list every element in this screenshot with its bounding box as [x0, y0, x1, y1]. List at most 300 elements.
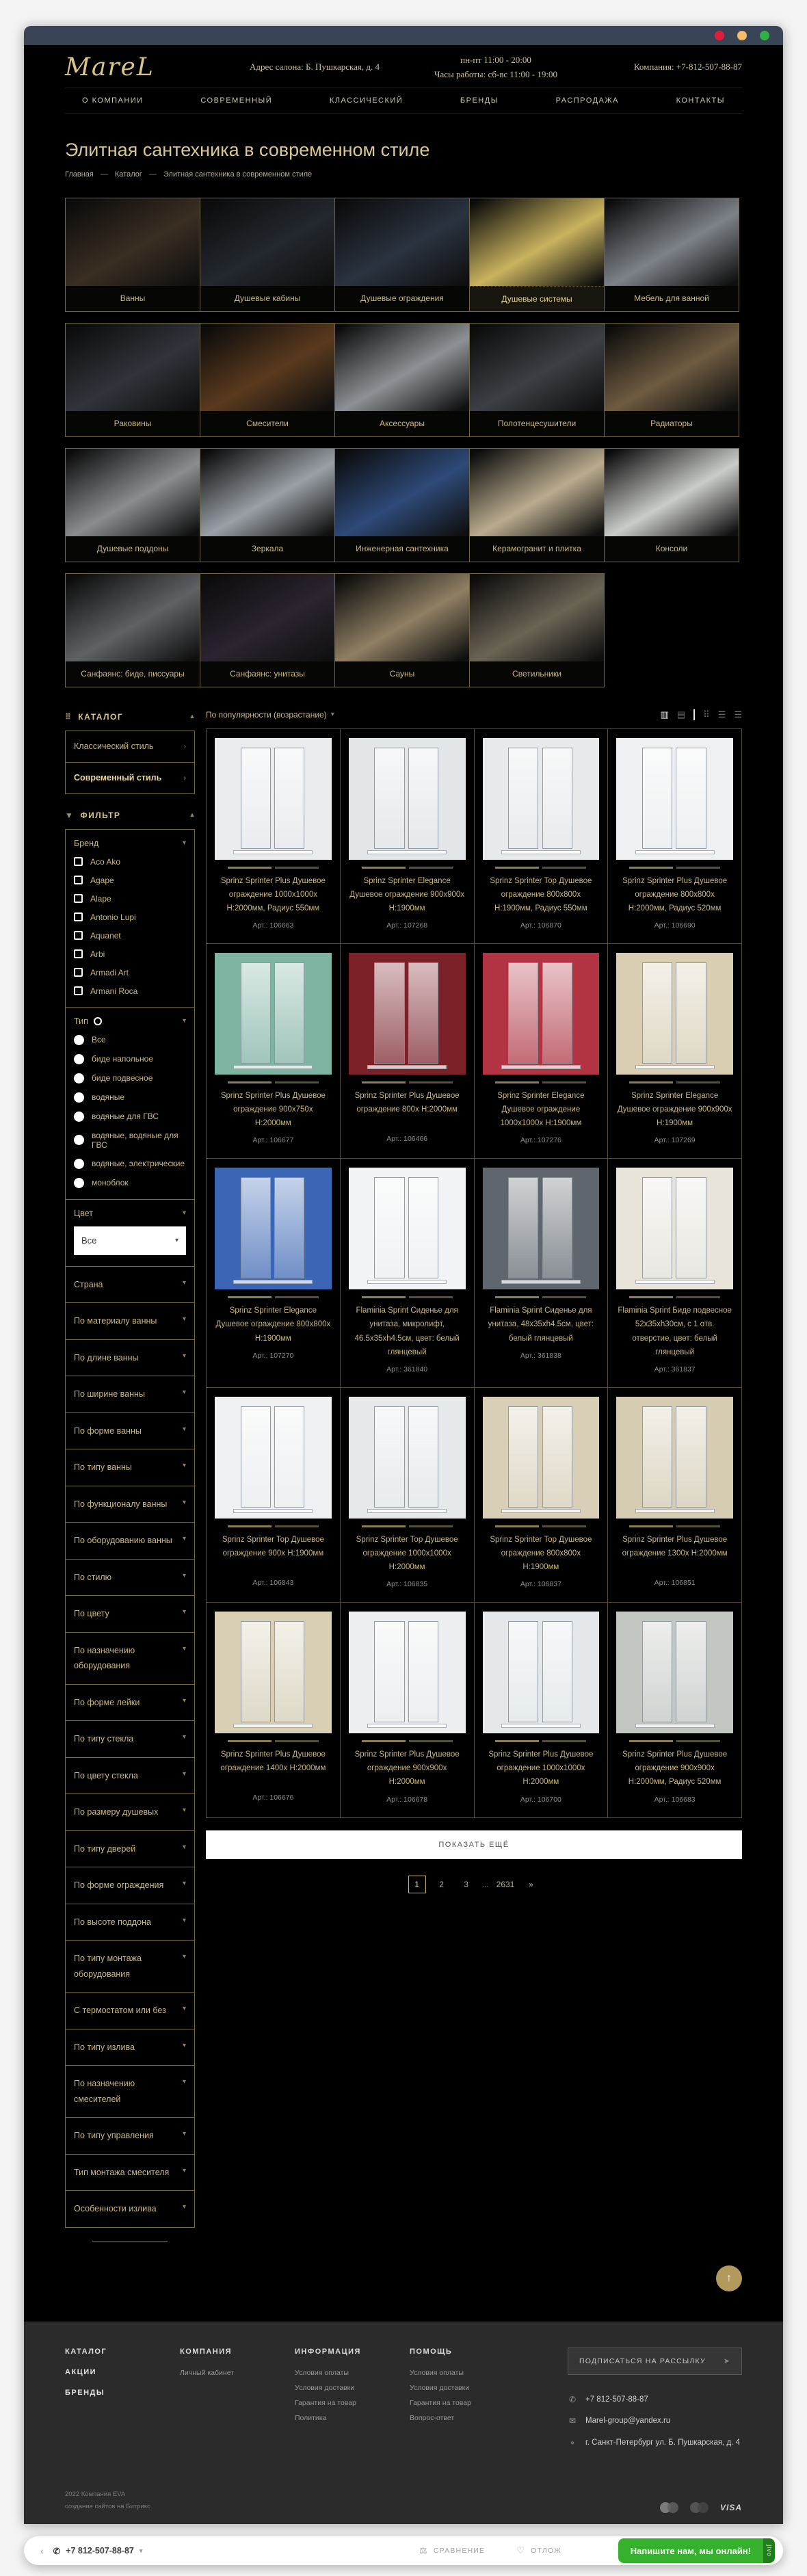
compare-button[interactable]	[419, 2545, 485, 2556]
category-grid	[65, 198, 742, 687]
dock-collapse-icon[interactable]: ‹	[40, 2545, 44, 2557]
filter-section[interactable]	[65, 1302, 195, 1340]
product-glass-pane	[274, 1406, 304, 1508]
product-glass-pane	[374, 748, 404, 849]
product-title: Sprinz Sprinter Elegance Душевое ограждение 900x900x H:1900мм	[617, 1091, 732, 1128]
footer-column-title: ИНФОРМАЦИЯ	[295, 2347, 361, 2356]
brand-option-label: Antonio Lupi	[90, 912, 136, 922]
footer-link[interactable]: Условия доставки	[410, 2383, 470, 2392]
collapse-icon: ▾	[182, 1733, 186, 1742]
product-title: Sprinz Sprinter Elegance Душевое ограждение 1000x1000x H:1900мм	[497, 1091, 585, 1128]
collapse-icon: ▾	[182, 1425, 186, 1433]
product-card[interactable]	[475, 1159, 609, 1388]
slider-dash	[542, 867, 586, 869]
product-tray	[635, 1280, 715, 1284]
footer-link[interactable]: Личный кабинет	[180, 2368, 234, 2377]
footer-link[interactable]: Гарантия на товар	[410, 2398, 471, 2407]
slider-dash	[275, 1525, 319, 1527]
slider-dash	[676, 1081, 720, 1083]
filter-section[interactable]	[65, 1522, 195, 1560]
filter-section[interactable]	[65, 1449, 195, 1486]
footer-column	[180, 2348, 295, 2458]
slider-dash	[409, 1296, 453, 1298]
category-tile[interactable]	[200, 198, 335, 312]
category-image	[200, 324, 334, 411]
catalog-style-item[interactable]	[65, 762, 195, 794]
filter-section-label: По цвету	[74, 1609, 109, 1619]
product-image	[616, 1397, 733, 1519]
product-glass-pane	[408, 1406, 438, 1508]
product-glass-pane	[274, 962, 304, 1064]
product-glass-pane	[676, 962, 706, 1064]
sort-label: По популярности (возрастание)	[206, 709, 327, 720]
collapse-icon[interactable]: ▾	[182, 1209, 186, 1218]
footer-main-links	[65, 2348, 180, 2458]
checkbox-icon	[74, 986, 83, 995]
product-tray	[367, 1065, 447, 1069]
brand-checkbox-option[interactable]	[74, 949, 186, 959]
product-tray	[635, 1724, 715, 1728]
product-glass-pane	[408, 1177, 438, 1278]
radio-icon	[74, 1035, 84, 1045]
slider-dash	[495, 1525, 539, 1527]
sort-dropdown[interactable]	[206, 710, 334, 720]
product-tray	[635, 1065, 715, 1069]
page-number[interactable]: 3	[464, 1879, 468, 1889]
filter-section[interactable]	[65, 1376, 195, 1413]
page-number[interactable]: 1	[408, 1876, 426, 1893]
collapse-icon[interactable]: ▾	[182, 839, 186, 847]
product-glass-pane	[542, 748, 572, 849]
product-title: Sprinz Sprinter Elegance Душевое ограждение 800x800x H:1900мм	[215, 1306, 331, 1343]
slider-dash	[495, 1740, 539, 1742]
filter-header[interactable]	[65, 811, 195, 820]
brand-checkbox-option[interactable]	[74, 857, 186, 867]
filter-header-label: ФИЛЬТР	[80, 810, 121, 820]
dock-phone[interactable]	[53, 2546, 143, 2556]
filter-section[interactable]	[65, 1867, 195, 1904]
category-image	[335, 449, 469, 536]
image-slider-dots	[616, 1740, 733, 1742]
brand-checkbox-option[interactable]	[74, 986, 186, 996]
product-glass-pane	[676, 748, 706, 849]
page-number[interactable]: 2631	[496, 1879, 515, 1889]
image-slider-dots	[616, 1525, 733, 1527]
catalog-style-item[interactable]	[65, 731, 195, 763]
product-card[interactable]	[475, 1388, 609, 1603]
copyright: 2022 Компания EVA создание сайтов на Битрикс	[65, 2490, 150, 2511]
nav-item[interactable]: БРЕНДЫ	[460, 96, 499, 105]
category-label: Санфаянс: биде, писсуары	[81, 669, 185, 679]
footer-link[interactable]: Политика	[295, 2413, 327, 2422]
filter-section[interactable]	[65, 2029, 195, 2066]
product-title: Sprinz Sprinter Plus Душевое ограждение 900x900x H:2000мм	[354, 1750, 460, 1787]
product-glass-pane	[542, 1406, 572, 1508]
product-image	[483, 1397, 600, 1519]
product-glass-pane	[241, 1177, 271, 1278]
filter-section[interactable]	[65, 1412, 195, 1450]
brand-checkbox-option[interactable]	[74, 931, 186, 941]
product-card[interactable]	[207, 944, 341, 1159]
phone-icon: ✆	[53, 2546, 61, 2556]
footer-main-link[interactable]: БРЕНДЫ	[65, 2388, 105, 2397]
slider-dash	[362, 1296, 406, 1298]
working-hours	[404, 53, 588, 82]
product-article: Арт.: 106677	[252, 1136, 294, 1145]
slider-dash	[495, 867, 539, 869]
filter-section-label: По оборудованию ванны	[74, 1536, 172, 1546]
product-card[interactable]	[608, 1388, 742, 1603]
type-radio-option[interactable]	[74, 1054, 186, 1064]
product-glass-pane	[274, 1621, 304, 1722]
filter-section-label: По функционалу ванны	[74, 1499, 168, 1509]
nav-item[interactable]: СОВРЕМЕННЫЙ	[200, 96, 273, 105]
working-hours-weekend: Часы работы: сб-вс 11:00 - 19:00	[434, 68, 557, 79]
product-title: Sprinz Sprinter Plus Душевое ограждение 900x750x H:2000мм	[220, 1091, 326, 1128]
category-tile[interactable]	[200, 323, 335, 437]
product-article: Арт.: 106835	[386, 1580, 428, 1589]
image-slider-dots	[616, 867, 733, 869]
filter-section-label: По стилю	[74, 1572, 112, 1582]
product-card[interactable]	[475, 1603, 609, 1817]
contact-pin	[568, 2436, 742, 2451]
collapse-icon: ▾	[182, 1953, 186, 1961]
product-image	[349, 1397, 466, 1519]
slider-dash	[629, 1740, 673, 1742]
slider-dash	[676, 1740, 720, 1742]
collapse-icon: ▾	[182, 1315, 186, 1324]
type-radio-option[interactable]	[74, 1178, 186, 1188]
category-label: Аксессуары	[380, 419, 425, 429]
deferred-label: ОТЛОЖ	[531, 2547, 561, 2555]
product-card[interactable]	[341, 1388, 475, 1603]
chat-widget[interactable]	[618, 2538, 775, 2563]
filter-section[interactable]	[65, 1559, 195, 1596]
subscribe-label: ПОДПИСАТЬСЯ НА РАССЫЛКУ	[579, 2356, 706, 2365]
filter-section[interactable]	[65, 1595, 195, 1633]
product-title: Flaminia Sprint Сиденье для унитаза, микролифт, 46.5x35xh4.5см, цвет: белый глянцевый	[354, 1306, 460, 1356]
filter-section[interactable]	[65, 1720, 195, 1758]
product-card[interactable]	[341, 1159, 475, 1388]
category-tile[interactable]	[604, 448, 739, 562]
filter-section-label: По высоте поддона	[74, 1917, 151, 1927]
image-slider-dots	[215, 1525, 332, 1527]
filter-section[interactable]	[65, 1793, 195, 1831]
product-glass-pane	[542, 1177, 572, 1278]
filter-section[interactable]	[65, 1904, 195, 1941]
product-card[interactable]	[207, 1603, 341, 1817]
image-slider-dots	[349, 1740, 466, 1742]
color-filter-label: Цвет	[74, 1208, 94, 1218]
contact-text: г. Санкт-Петербург ул. Б. Пушкарская, д. 4	[585, 2438, 740, 2447]
filter-section-label: С термостатом или без	[74, 2006, 166, 2016]
category-tile[interactable]	[469, 323, 605, 437]
filter-section-list	[65, 1266, 195, 2228]
footer-contacts-column	[568, 2348, 742, 2458]
category-label: Душевые ограждения	[360, 293, 444, 304]
filter-section[interactable]	[65, 2065, 195, 2118]
window-minimize-button[interactable]	[737, 31, 747, 40]
product-tray	[501, 850, 581, 854]
radio-icon	[74, 1112, 84, 1122]
filter-section-label: Особенности излива	[74, 2204, 157, 2214]
breadcrumb-separator: —	[148, 170, 157, 179]
category-image	[66, 574, 200, 661]
category-image	[470, 449, 604, 536]
type-option-label: водяные, водяные для ГВС	[92, 1130, 178, 1150]
product-card[interactable]	[608, 944, 742, 1159]
bottom-dock-area	[24, 2536, 783, 2565]
filter-section[interactable]	[65, 1757, 195, 1795]
footer-main-link[interactable]: АКЦИИ	[65, 2367, 97, 2376]
slider-dash	[228, 1740, 272, 1742]
grid-icon: ⠿	[65, 711, 72, 722]
breadcrumb	[65, 170, 742, 179]
brand-checkbox-option[interactable]	[74, 876, 186, 885]
category-row	[65, 573, 742, 687]
product-card[interactable]	[608, 1603, 742, 1817]
company-phone: Компания: +7-812-507-88-87	[633, 62, 742, 73]
slider-dash	[409, 1525, 453, 1527]
radio-icon	[74, 1092, 84, 1103]
category-tile[interactable]	[200, 573, 335, 687]
color-filter-box	[65, 1199, 195, 1267]
breadcrumb-item[interactable]: Каталог	[114, 170, 142, 179]
footer-link[interactable]: Гарантия на товар	[295, 2398, 356, 2407]
category-label: Душевые кабины	[234, 293, 301, 304]
page-next-button[interactable]: »	[529, 1879, 533, 1889]
catalog-style-label: Современный стиль	[74, 773, 162, 783]
product-image	[215, 1612, 332, 1733]
type-radio-option[interactable]	[74, 1092, 186, 1103]
deferred-button[interactable]	[516, 2545, 561, 2556]
filter-section[interactable]	[65, 2190, 195, 2228]
product-card[interactable]	[475, 729, 609, 944]
category-image	[335, 324, 469, 411]
radio-icon	[94, 1017, 102, 1025]
category-tile[interactable]	[65, 573, 200, 687]
slider-dash	[275, 1740, 319, 1742]
view-list-icon[interactable]: ☰	[717, 709, 726, 720]
category-label: Консоли	[655, 544, 688, 554]
filter-section[interactable]	[65, 1632, 195, 1685]
collapse-icon: ▾	[182, 1389, 186, 1397]
slider-dash	[676, 1296, 720, 1298]
nav-item[interactable]: КЛАССИЧЕСКИЙ	[329, 96, 404, 105]
filter-section[interactable]	[65, 1940, 195, 1993]
view-tiles-icon[interactable]: ▥	[660, 709, 669, 720]
product-title: Flaminia Sprint Биде подвесное 52x35xh30см, с 1 отв. отверстие, цвет: белый глянцевый	[618, 1306, 732, 1356]
filter-section[interactable]	[65, 1339, 195, 1377]
product-article: Арт.: 106870	[520, 921, 561, 930]
product-glass-pane	[642, 1621, 672, 1722]
brand-checkbox-option[interactable]	[74, 912, 186, 922]
product-glass-pane	[241, 1621, 271, 1722]
category-tile[interactable]	[334, 323, 470, 437]
footer-link[interactable]: Условия оплаты	[295, 2368, 349, 2377]
category-image	[470, 574, 604, 661]
filter-section-label: По типу ванны	[74, 1462, 132, 1473]
filter-section[interactable]	[65, 1486, 195, 1523]
category-label: Инженерная сантехника	[356, 544, 449, 554]
product-article: Арт.: 107276	[520, 1136, 561, 1145]
show-more-button[interactable]: ПОКАЗАТЬ ЕЩЁ	[206, 1830, 742, 1859]
page-ellipsis: ...	[481, 1879, 489, 1889]
filter-section[interactable]	[65, 1266, 195, 1304]
product-article: Арт.: 106676	[252, 1793, 294, 1802]
product-card[interactable]	[475, 944, 609, 1159]
image-slider-dots	[483, 1740, 600, 1742]
category-tile[interactable]	[200, 448, 335, 562]
view-separator	[693, 709, 695, 720]
product-card[interactable]	[341, 729, 475, 944]
brand-option-label: Alape	[90, 893, 111, 904]
view-lines-icon[interactable]: ☰	[734, 709, 742, 720]
product-tray	[233, 1509, 313, 1513]
filter-section[interactable]	[65, 1992, 195, 2029]
category-tile[interactable]	[65, 448, 200, 562]
collapse-icon: ▾	[182, 1462, 186, 1470]
type-radio-option[interactable]	[74, 1112, 186, 1122]
view-table-icon[interactable]: ▤	[676, 709, 686, 720]
breadcrumb-item[interactable]: Главная	[65, 170, 94, 179]
collapse-icon: ▾	[182, 2203, 186, 2211]
product-tray	[233, 1280, 313, 1284]
filter-section-label: По форме лейки	[74, 1697, 140, 1707]
window-zoom-button[interactable]	[760, 31, 769, 40]
footer-link[interactable]: Условия оплаты	[410, 2368, 464, 2377]
contact-phone[interactable]	[568, 2393, 742, 2408]
product-card[interactable]	[207, 1159, 341, 1388]
product-glass-pane	[374, 1406, 404, 1508]
nav-item[interactable]: РАСПРОДАЖА	[555, 96, 619, 105]
brand-option-label: Arbi	[90, 949, 105, 959]
category-tile[interactable]	[604, 198, 739, 312]
slider-dash	[542, 1525, 586, 1527]
category-tile[interactable]	[65, 198, 200, 312]
filter-section[interactable]	[65, 1830, 195, 1868]
category-tile[interactable]	[469, 198, 605, 312]
product-glass-pane	[676, 1177, 706, 1278]
slider-dash	[629, 1525, 673, 1527]
product-card[interactable]	[608, 729, 742, 944]
slider-dash	[362, 1081, 406, 1083]
category-image	[335, 574, 469, 661]
brand-checkbox-option[interactable]	[74, 894, 186, 904]
type-option-label: Все	[92, 1035, 106, 1045]
category-row	[65, 323, 742, 437]
chevron-right-icon: ›	[183, 774, 186, 782]
chat-button-label: Напишите нам, мы онлайн!	[618, 2538, 763, 2563]
filter-section-label: По типу управления	[74, 2131, 154, 2141]
brand-option-label: Armani Roca	[90, 986, 138, 996]
radio-icon	[74, 1135, 84, 1145]
product-card[interactable]	[207, 1388, 341, 1603]
category-tile[interactable]	[334, 198, 470, 312]
product-glass-pane	[508, 1177, 538, 1278]
slider-dash	[275, 1296, 319, 1298]
filter-sidebar	[65, 707, 195, 2246]
filter-section[interactable]	[65, 2117, 195, 2155]
catalog-header[interactable]	[65, 712, 195, 722]
collapse-icon[interactable]: ▾	[182, 1017, 186, 1025]
type-radio-option[interactable]	[74, 1159, 186, 1169]
type-radio-option[interactable]	[74, 1035, 186, 1045]
category-tile[interactable]	[604, 323, 739, 437]
product-glass-pane	[408, 962, 438, 1064]
product-article: Арт.: 106663	[252, 921, 294, 930]
checkbox-icon	[74, 912, 83, 921]
product-card[interactable]	[341, 944, 475, 1159]
type-radio-option[interactable]	[74, 1131, 186, 1150]
site-logo[interactable]: MareL	[65, 53, 155, 82]
color-select[interactable]	[74, 1226, 186, 1255]
scales-icon: ⚖	[419, 2545, 428, 2556]
site-header	[65, 45, 742, 88]
image-slider-dots	[483, 1081, 600, 1083]
product-image	[215, 1168, 332, 1289]
nav-item[interactable]: КОНТАКТЫ	[676, 96, 725, 105]
filter-section[interactable]	[65, 2154, 195, 2192]
working-hours-weekdays: пн-пт 11:00 - 20:00	[460, 55, 531, 65]
type-radio-option[interactable]	[74, 1073, 186, 1083]
subscribe-button[interactable]	[568, 2348, 742, 2375]
product-glass-pane	[241, 748, 271, 849]
category-label: Радиаторы	[650, 419, 693, 429]
collapse-icon: ▾	[182, 1535, 186, 1543]
category-tile[interactable]	[334, 448, 470, 562]
type-option-label: водяные для ГВС	[92, 1112, 159, 1122]
contact-mail[interactable]	[568, 2414, 742, 2429]
filter-section[interactable]	[65, 1684, 195, 1722]
view-grid-icon[interactable]: ⠿	[703, 709, 710, 720]
maestro-icon	[690, 2502, 711, 2513]
product-image	[616, 953, 733, 1075]
product-article: Арт.: 361840	[386, 1365, 428, 1374]
visa-icon: VISA	[719, 2503, 742, 2513]
filter-section-label: По назначению оборудования	[74, 1645, 135, 1671]
product-image	[215, 738, 332, 860]
footer-link[interactable]: Условия доставки	[295, 2383, 355, 2392]
page-number[interactable]: 2	[439, 1879, 444, 1889]
brand-checkbox-option[interactable]	[74, 968, 186, 977]
nav-item[interactable]: О КОМПАНИИ	[82, 96, 144, 105]
scroll-to-top-button[interactable]	[716, 2265, 742, 2291]
category-label: Раковины	[114, 419, 152, 429]
product-card[interactable]	[341, 1603, 475, 1817]
salon-address: Адрес салона: Б. Пушкарская, д. 4	[249, 62, 380, 73]
category-image	[335, 198, 469, 286]
footer-link[interactable]: Вопрос-ответ	[410, 2413, 455, 2422]
category-label: Душевые поддоны	[96, 544, 169, 554]
collapse-icon: ▾	[182, 2130, 186, 2138]
window-close-button[interactable]	[715, 31, 724, 40]
product-card[interactable]	[608, 1159, 742, 1388]
slider-dash	[228, 1296, 272, 1298]
category-tile[interactable]	[469, 448, 605, 562]
checkbox-icon	[74, 949, 83, 958]
category-tile[interactable]	[65, 323, 200, 437]
image-slider-dots	[349, 1525, 466, 1527]
type-filter-box	[65, 1007, 195, 1200]
collapse-icon: ▾	[182, 1498, 186, 1506]
category-tile[interactable]	[334, 573, 470, 687]
footer-main-link[interactable]: КАТАЛОГ	[65, 2347, 107, 2356]
contact-text: +7 812-507-88-87	[585, 2395, 648, 2404]
category-tile[interactable]	[469, 573, 605, 687]
product-card[interactable]	[207, 729, 341, 944]
slider-dash	[542, 1740, 586, 1742]
